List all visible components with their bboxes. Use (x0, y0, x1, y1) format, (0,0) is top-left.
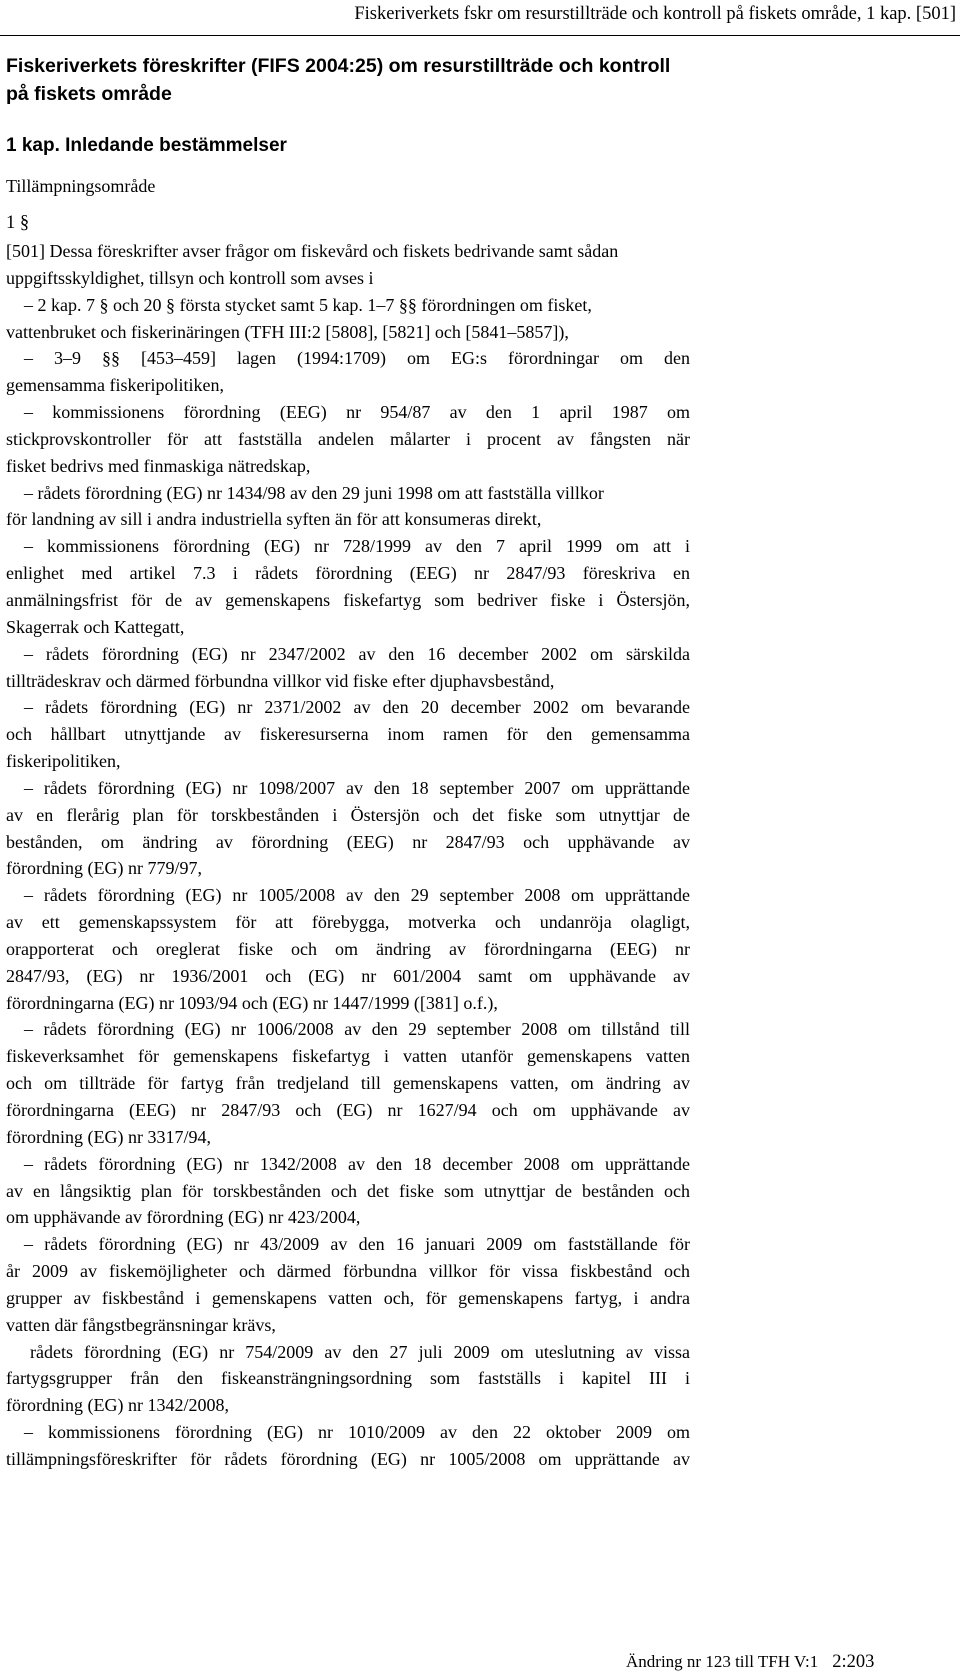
text-line: tillämpningsföreskrifter för rådets förordning (EG) nr 1005/2008 om upprättande av (6, 1448, 690, 1469)
text-line: år 2009 av fiskemöjligheter och därmed förbundna villkor för vissa fiskbestånd och (6, 1261, 690, 1282)
section-heading: Tillämpningsområde (6, 176, 156, 196)
amendment-note: Ändring nr 123 till TFH V:1 (626, 1652, 819, 1671)
text-line: bestånden, om ändring av förordning (EEG) nr 2847/93 och upphävande av (6, 831, 690, 852)
text-line: för landning av sill i andra industriella syften än för att konsumeras direkt, (6, 509, 542, 530)
list-item-line: – rådets förordning (EG) nr 1098/2007 av den 18 september 2007 om upprättande (24, 777, 690, 798)
text-line: förordning (EG) nr 1342/2008, (6, 1395, 229, 1416)
list-item-line: – 3–9 §§ [453–459] lagen (1994:1709) om EG:s förordningar om den (24, 348, 690, 369)
text-line: och om tillträde för fartyg från tredjeland till gemenskapens vatten, om ändring av (6, 1073, 690, 1094)
text-line: 2847/93, (EG) nr 1936/2001 och (EG) nr 601/2004 samt om upphävande av (6, 965, 690, 986)
page-footer (626, 1652, 874, 1673)
text-line: anmälningsfrist för de av gemenskapens fiskefartyg som bedriver fiske i Östersjön, (6, 589, 690, 610)
list-item-line: – kommissionens förordning (EEG) nr 954/87 av den 1 april 1987 om (24, 402, 690, 423)
text-line: förordning (EG) nr 3317/94, (6, 1126, 211, 1147)
list-item-line: – 2 kap. 7 § och 20 § första stycket samt 5 kap. 1–7 §§ förordningen om fisket, (24, 294, 592, 315)
list-item-line: – rådets förordning (EG) nr 1434/98 av den 29 juni 1998 om att fastställa villkor (24, 482, 604, 503)
text-line: av en långsiktig plan för torskbestånden och det fiske som utnyttjar de bestånden och (6, 1180, 690, 1201)
paragraph-number: 1 § (6, 213, 30, 233)
text-line: orapporterat och oreglerat fiske och om ändring av förordningarna (EEG) nr (6, 938, 690, 959)
text-line: förordning (EG) nr 779/97, (6, 858, 202, 879)
text-line: uppgiftsskyldighet, tillsyn och kontroll som avses i (6, 267, 374, 288)
header-rule (0, 35, 960, 36)
text-line: fiskeverksamhet för gemenskapens fiskefartyg i vatten utanför gemenskapens vatten (6, 1046, 690, 1067)
text-line: av en flerårig plan för torskbestånden i Östersjön och det fiske som utnyttjar de (6, 804, 690, 825)
text-line: enlighet med artikel 7.3 i rådets förordning (EEG) nr 2847/93 föreskriva en (6, 563, 690, 584)
list-item-line: – kommissionens förordning (EG) nr 728/1999 av den 7 april 1999 om att i (24, 536, 690, 557)
chapter-title: 1 kap. Inledande bestämmelser (6, 135, 287, 156)
list-item-line: – rådets förordning (EG) nr 2371/2002 av den 20 december 2002 om bevarande (24, 697, 690, 718)
document-title: Fiskeriverkets föreskrifter (FIFS 2004:25) om resurstillträde och kontroll på fiskets område (6, 55, 671, 105)
text-line: av ett gemenskapssystem för att förebygga, motverka och undanröja olagligt, (6, 912, 690, 933)
text-line: vatten där fångstbegränsningar krävs, (6, 1314, 276, 1335)
text-line: vattenbruket och fiskerinäringen (TFH III:2 [5808], [5821] och [5841–5857]), (6, 321, 569, 342)
text-line: om upphävande av förordning (EG) nr 423/2004, (6, 1207, 361, 1228)
text-line: tillträdeskrav och därmed förbundna villkor vid fiske efter djuphavsbestånd, (6, 670, 555, 691)
text-line: förordningarna (EEG) nr 2847/93 och (EG) nr 1627/94 och om upphävande av (6, 1100, 690, 1120)
list-item-line: – rådets förordning (EG) nr 43/2009 av den 16 januari 2009 om fastställande för (24, 1234, 690, 1255)
list-item-line: – rådets förordning (EG) nr 2347/2002 av den 16 december 2002 om särskilda (24, 643, 690, 664)
list-item-line: rådets förordning (EG) nr 754/2009 av den 27 juli 2009 om uteslutning av vissa (30, 1341, 690, 1362)
text-line: [501] Dessa föreskrifter avser frågor om fiskevård och fiskets bedrivande samt sådan (6, 241, 619, 261)
text-line: Skagerrak och Kattegatt, (6, 616, 185, 637)
text-line: fiskeripolitiken, (6, 751, 121, 772)
text-line: gemensamma fiskeripolitiken, (6, 375, 224, 396)
text-line: stickprovskontroller för att fastställa andelen målarter i procent av fångsten när (6, 428, 690, 449)
text-line: förordningarna (EG) nr 1093/94 och (EG) nr 1447/1999 ([381] o.f.), (6, 992, 498, 1013)
page-number: 2:203 (832, 1652, 875, 1672)
text-line: grupper av fiskbestånd i gemenskapens vatten och, för gemenskapens fartyg, i andra (6, 1287, 690, 1308)
text-line: fartygsgrupper från den fiskeansträngningsordning som fastställs i kapitel III i (6, 1368, 690, 1389)
running-header: Fiskeriverkets fskr om resurstillträde och kontroll på fiskets område, 1 kap. [501] (354, 4, 956, 24)
list-item-line: – rådets förordning (EG) nr 1006/2008 av den 29 september 2008 om tillstånd till (24, 1019, 690, 1040)
paragraph-body (6, 238, 690, 1473)
text-line: fisket bedrivs med finmaskiga nätredskap, (6, 455, 311, 476)
list-item-line: – rådets förordning (EG) nr 1005/2008 av den 29 september 2008 om upprättande (24, 885, 690, 906)
list-item-line: – kommissionens förordning (EG) nr 1010/2009 av den 22 oktober 2009 om (24, 1422, 690, 1443)
text-line: och hållbart utnyttjande av fiskeresurserna inom ramen för den gemensamma (6, 724, 690, 745)
list-item-line: – rådets förordning (EG) nr 1342/2008 av den 18 december 2008 om upprättande (24, 1153, 690, 1174)
